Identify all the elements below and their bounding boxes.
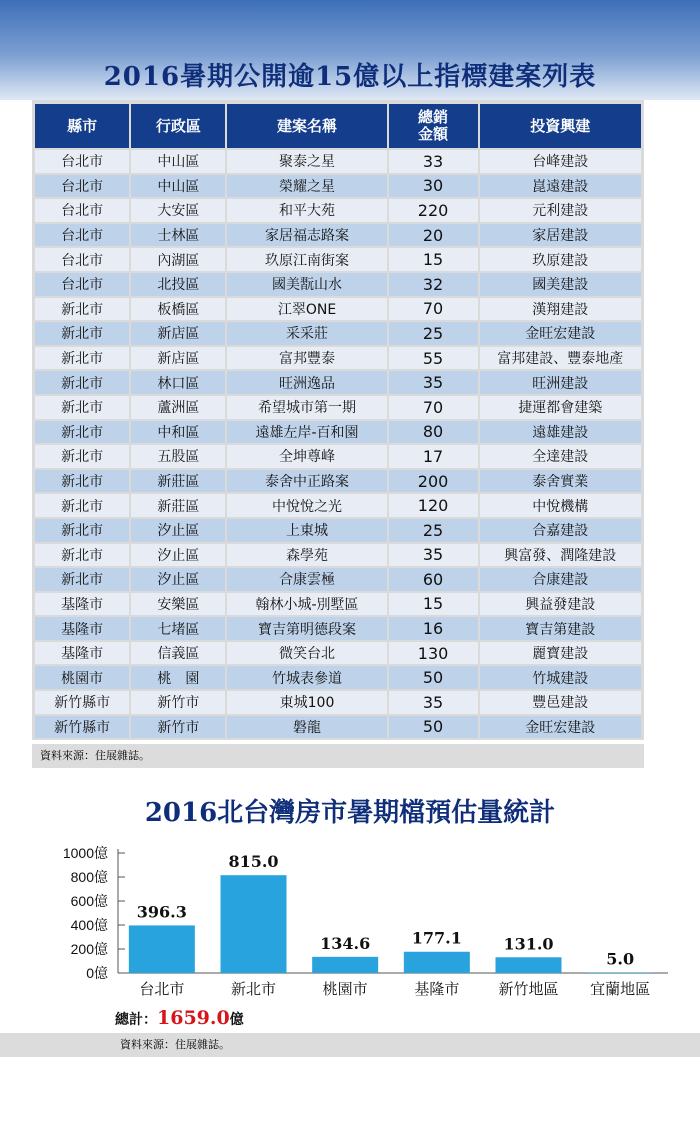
table-row bbox=[35, 371, 641, 394]
cell-county: 桃園市 bbox=[35, 666, 129, 689]
table-row bbox=[35, 396, 641, 419]
cell-developer: 玖原建設 bbox=[480, 248, 641, 271]
cell-developer: 竹城建設 bbox=[480, 666, 641, 689]
cell-project-name: 寶吉第明德段案 bbox=[227, 617, 386, 640]
chart-title: 2016北台灣房市暑期檔預估量統計 bbox=[144, 798, 556, 828]
cell-district: 中山區 bbox=[131, 175, 225, 198]
table-row bbox=[35, 273, 641, 296]
cell-total-sales: 33 bbox=[389, 150, 478, 173]
cell-project-name: 玖原江南街案 bbox=[227, 248, 386, 271]
cell-county: 基隆市 bbox=[35, 642, 129, 665]
cell-district: 桃 園 bbox=[131, 666, 225, 689]
bar-value-label: 131.0 bbox=[503, 934, 554, 954]
table-row bbox=[35, 175, 641, 198]
cell-developer: 家居建設 bbox=[480, 224, 641, 247]
table-row bbox=[35, 150, 641, 173]
cell-county: 新北市 bbox=[35, 568, 129, 591]
cell-county: 新北市 bbox=[35, 371, 129, 394]
header-district: 行政區 bbox=[131, 104, 225, 148]
bar bbox=[129, 925, 195, 973]
header-total-sales: 總銷 金額 bbox=[389, 104, 478, 148]
cell-total-sales: 130 bbox=[389, 642, 478, 665]
cell-county: 新北市 bbox=[35, 347, 129, 370]
cell-county: 台北市 bbox=[35, 199, 129, 222]
table-row bbox=[35, 421, 641, 444]
total-value: 1659.0 bbox=[157, 1007, 230, 1029]
table-row bbox=[35, 716, 641, 739]
cell-developer: 旺洲建設 bbox=[480, 371, 641, 394]
cell-county: 台北市 bbox=[35, 248, 129, 271]
cell-district: 新竹市 bbox=[131, 691, 225, 714]
bar bbox=[312, 957, 378, 973]
table-row bbox=[35, 199, 641, 222]
cell-county: 新竹縣市 bbox=[35, 691, 129, 714]
x-category-label: 基隆市 bbox=[414, 980, 460, 998]
cell-project-name: 中悅悅之光 bbox=[227, 494, 386, 517]
cell-project-name: 上東城 bbox=[227, 519, 386, 542]
bar-value-label: 5.0 bbox=[606, 949, 635, 969]
cell-district: 北投區 bbox=[131, 273, 225, 296]
bar-value-label: 177.1 bbox=[411, 928, 462, 948]
table-row bbox=[35, 322, 641, 345]
cell-project-name: 聚泰之星 bbox=[227, 150, 386, 173]
cell-project-name: 東城100 bbox=[227, 691, 386, 714]
cell-district: 板橋區 bbox=[131, 298, 225, 321]
supply-bar-chart bbox=[0, 836, 700, 1006]
bar-value-label: 815.0 bbox=[228, 852, 279, 872]
bar bbox=[404, 952, 470, 973]
cell-developer: 富邦建設、豐泰地產 bbox=[480, 347, 641, 370]
cell-total-sales: 50 bbox=[389, 666, 478, 689]
cell-project-name: 翰林小城-別墅區 bbox=[227, 593, 386, 616]
header-county: 縣市 bbox=[35, 104, 129, 148]
cell-developer: 元利建設 bbox=[480, 199, 641, 222]
cell-district: 新莊區 bbox=[131, 470, 225, 493]
cell-developer: 合嘉建設 bbox=[480, 519, 641, 542]
cell-developer: 豐邑建設 bbox=[480, 691, 641, 714]
table-row bbox=[35, 445, 641, 468]
cell-district: 汐止區 bbox=[131, 568, 225, 591]
cell-district: 蘆洲區 bbox=[131, 396, 225, 419]
cell-developer: 泰舍實業 bbox=[480, 470, 641, 493]
table-row bbox=[35, 494, 641, 517]
cell-total-sales: 35 bbox=[389, 691, 478, 714]
cell-total-sales: 25 bbox=[389, 322, 478, 345]
cell-developer: 台峰建設 bbox=[480, 150, 641, 173]
table-row bbox=[35, 666, 641, 689]
bar bbox=[221, 875, 287, 973]
table-source: 資料來源：住展雜誌。 bbox=[32, 744, 644, 768]
y-tick-label: 0億 bbox=[86, 965, 108, 981]
table-row bbox=[35, 248, 641, 271]
cell-county: 新竹縣市 bbox=[35, 716, 129, 739]
cell-total-sales: 120 bbox=[389, 494, 478, 517]
x-category-label: 新竹地區 bbox=[498, 980, 559, 998]
cell-developer: 寶吉第建設 bbox=[480, 617, 641, 640]
cell-district: 汐止區 bbox=[131, 544, 225, 567]
cell-county: 基隆市 bbox=[35, 593, 129, 616]
cell-project-name: 旺洲逸品 bbox=[227, 371, 386, 394]
project-table bbox=[33, 102, 643, 740]
y-tick-label: 800億 bbox=[70, 869, 108, 885]
cell-district: 七堵區 bbox=[131, 617, 225, 640]
cell-total-sales: 20 bbox=[389, 224, 478, 247]
page-title: 2016暑期公開逾15億以上指標建案列表 bbox=[103, 62, 597, 92]
cell-district: 新竹市 bbox=[131, 716, 225, 739]
table-row bbox=[35, 544, 641, 567]
x-category-label: 新北市 bbox=[230, 980, 277, 998]
cell-county: 基隆市 bbox=[35, 617, 129, 640]
cell-district: 五股區 bbox=[131, 445, 225, 468]
cell-county: 台北市 bbox=[35, 273, 129, 296]
cell-developer: 金旺宏建設 bbox=[480, 322, 641, 345]
cell-county: 新北市 bbox=[35, 298, 129, 321]
x-category-label: 台北市 bbox=[139, 980, 185, 998]
table-header-row bbox=[35, 104, 641, 148]
cell-total-sales: 32 bbox=[389, 273, 478, 296]
cell-total-sales: 60 bbox=[389, 568, 478, 591]
cell-developer: 捷運都會建築 bbox=[480, 396, 641, 419]
header-project-name: 建案名稱 bbox=[227, 104, 386, 148]
cell-total-sales: 15 bbox=[389, 593, 478, 616]
cell-project-name: 竹城表參道 bbox=[227, 666, 386, 689]
table-row bbox=[35, 568, 641, 591]
cell-district: 士林區 bbox=[131, 224, 225, 247]
cell-total-sales: 200 bbox=[389, 470, 478, 493]
cell-district: 安樂區 bbox=[131, 593, 225, 616]
x-category-label: 宜蘭地區 bbox=[590, 980, 651, 998]
table-row bbox=[35, 519, 641, 542]
cell-district: 中山區 bbox=[131, 150, 225, 173]
cell-district: 信義區 bbox=[131, 642, 225, 665]
cell-developer: 國美建設 bbox=[480, 273, 641, 296]
cell-project-name: 和平大苑 bbox=[227, 199, 386, 222]
cell-project-name: 泰舍中正路案 bbox=[227, 470, 386, 493]
table-row bbox=[35, 298, 641, 321]
cell-project-name: 江翠ONE bbox=[227, 298, 386, 321]
cell-project-name: 全坤尊峰 bbox=[227, 445, 386, 468]
cell-total-sales: 35 bbox=[389, 544, 478, 567]
cell-total-sales: 70 bbox=[389, 298, 478, 321]
table-row bbox=[35, 593, 641, 616]
cell-total-sales: 55 bbox=[389, 347, 478, 370]
cell-project-name: 富邦豐泰 bbox=[227, 347, 386, 370]
total-summary bbox=[115, 1007, 244, 1029]
cell-developer: 遠雄建設 bbox=[480, 421, 641, 444]
cell-project-name: 遠雄左岸-百和園 bbox=[227, 421, 386, 444]
cell-project-name: 微笑台北 bbox=[227, 642, 386, 665]
header-developer: 投資興建 bbox=[480, 104, 641, 148]
cell-project-name: 家居福志路案 bbox=[227, 224, 386, 247]
bar bbox=[587, 972, 653, 973]
cell-district: 新莊區 bbox=[131, 494, 225, 517]
cell-district: 大安區 bbox=[131, 199, 225, 222]
cell-developer: 全達建設 bbox=[480, 445, 641, 468]
cell-total-sales: 80 bbox=[389, 421, 478, 444]
cell-district: 新店區 bbox=[131, 347, 225, 370]
y-tick-label: 600億 bbox=[70, 893, 108, 909]
cell-county: 新北市 bbox=[35, 494, 129, 517]
cell-developer: 漢翔建設 bbox=[480, 298, 641, 321]
cell-county: 新北市 bbox=[35, 544, 129, 567]
total-unit: 億 bbox=[229, 1012, 244, 1028]
cell-total-sales: 35 bbox=[389, 371, 478, 394]
cell-district: 林口區 bbox=[131, 371, 225, 394]
cell-project-name: 國美翫山水 bbox=[227, 273, 386, 296]
cell-developer: 金旺宏建設 bbox=[480, 716, 641, 739]
cell-project-name: 希望城市第一期 bbox=[227, 396, 386, 419]
cell-total-sales: 25 bbox=[389, 519, 478, 542]
y-tick-label: 1000億 bbox=[62, 845, 108, 861]
table-row bbox=[35, 691, 641, 714]
cell-total-sales: 70 bbox=[389, 396, 478, 419]
table-row bbox=[35, 224, 641, 247]
y-tick-label: 400億 bbox=[70, 917, 108, 933]
cell-county: 台北市 bbox=[35, 224, 129, 247]
cell-total-sales: 30 bbox=[389, 175, 478, 198]
cell-project-name: 采采莊 bbox=[227, 322, 386, 345]
cell-total-sales: 15 bbox=[389, 248, 478, 271]
bar-value-label: 134.6 bbox=[320, 933, 371, 953]
cell-county: 新北市 bbox=[35, 519, 129, 542]
cell-project-name: 森學苑 bbox=[227, 544, 386, 567]
table-row bbox=[35, 642, 641, 665]
cell-developer: 合康建設 bbox=[480, 568, 641, 591]
cell-developer: 中悅機構 bbox=[480, 494, 641, 517]
cell-county: 新北市 bbox=[35, 445, 129, 468]
cell-developer: 興益發建設 bbox=[480, 593, 641, 616]
cell-county: 台北市 bbox=[35, 150, 129, 173]
cell-developer: 崑遠建設 bbox=[480, 175, 641, 198]
cell-project-name: 合康雲極 bbox=[227, 568, 386, 591]
cell-county: 新北市 bbox=[35, 470, 129, 493]
cell-district: 中和區 bbox=[131, 421, 225, 444]
cell-county: 新北市 bbox=[35, 396, 129, 419]
cell-developer: 興富發、潤隆建設 bbox=[480, 544, 641, 567]
cell-total-sales: 17 bbox=[389, 445, 478, 468]
chart-source: 資料來源：住展雜誌。 bbox=[0, 1033, 700, 1057]
cell-total-sales: 220 bbox=[389, 199, 478, 222]
cell-county: 新北市 bbox=[35, 421, 129, 444]
cell-district: 汐止區 bbox=[131, 519, 225, 542]
bar-value-label: 396.3 bbox=[136, 902, 187, 922]
total-label: 總計： bbox=[115, 1012, 157, 1028]
cell-developer: 麗寶建設 bbox=[480, 642, 641, 665]
cell-county: 台北市 bbox=[35, 175, 129, 198]
cell-total-sales: 50 bbox=[389, 716, 478, 739]
cell-project-name: 榮耀之星 bbox=[227, 175, 386, 198]
table-row bbox=[35, 347, 641, 370]
cell-district: 內湖區 bbox=[131, 248, 225, 271]
x-category-label: 桃園市 bbox=[322, 980, 368, 998]
cell-district: 新店區 bbox=[131, 322, 225, 345]
cell-total-sales: 16 bbox=[389, 617, 478, 640]
cell-county: 新北市 bbox=[35, 322, 129, 345]
bar bbox=[496, 957, 562, 973]
table-row bbox=[35, 617, 641, 640]
y-tick-label: 200億 bbox=[70, 941, 108, 957]
cell-project-name: 磐龍 bbox=[227, 716, 386, 739]
table-row bbox=[35, 470, 641, 493]
